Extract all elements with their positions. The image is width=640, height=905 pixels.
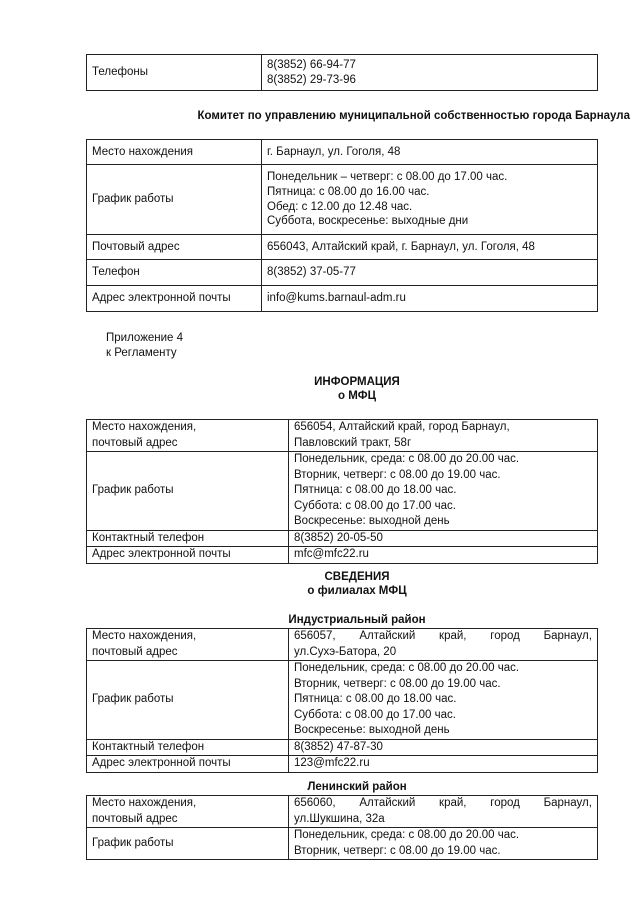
mfc-schedule-value — [289, 452, 598, 531]
committee-heading: Комитет по управлению муниципальной собственностью города Барнаула — [197, 110, 630, 122]
schedule-line: Пятница: с 08.00 до 16.00 час. — [267, 185, 430, 198]
postal-address-label: Почтовый адрес — [87, 235, 262, 260]
phone-line: 8(3852) 66-94-77 — [267, 58, 356, 71]
mfc-address-value — [289, 420, 598, 452]
mfc-title: ИНФОРМАЦИЯ — [314, 376, 400, 388]
address-word: Барнаул, — [543, 797, 592, 809]
schedule-line: Суббота: с 08.00 до 17.00 час. — [294, 708, 456, 721]
schedule-line: Вторник, четверг: с 08.00 до 19.00 час. — [294, 677, 501, 690]
phone-line: 8(3852) 29-73-96 — [267, 73, 356, 86]
schedule-line: Вторник, четверг: с 08.00 до 19.00 час. — [294, 468, 501, 481]
industrial-phone-value: 8(3852) 47-87-30 — [289, 739, 598, 756]
mfc-schedule-label: График работы — [87, 452, 289, 531]
label-line: почтовый адрес — [92, 436, 178, 449]
address-word: Алтайский — [359, 630, 416, 642]
leninsky-heading: Ленинский район — [307, 781, 407, 793]
industrial-schedule-label: График работы — [87, 661, 289, 740]
schedule-line: Вторник, четверг: с 08.00 до 19.00 час. — [294, 844, 501, 857]
schedule-line: Понедельник, среда: с 08.00 до 20.00 час. — [294, 829, 520, 841]
schedule-label: График работы — [87, 165, 262, 235]
email-value: info@kums.barnaul-adm.ru — [262, 286, 598, 312]
address-line: ул.Сухэ-Батора, 20 — [294, 645, 397, 658]
address-line — [294, 796, 592, 812]
label-line: почтовый адрес — [92, 812, 178, 825]
label-line: Место нахождения, — [92, 421, 197, 433]
phones-table — [86, 54, 598, 91]
address-line: Павловский тракт, 58г — [294, 436, 412, 449]
committee-table — [86, 139, 598, 312]
schedule-line: Понедельник, среда: с 08.00 до 20.00 час. — [294, 662, 520, 674]
schedule-line: Понедельник, среда: с 08.00 до 20.00 час. — [294, 453, 520, 465]
schedule-line: Воскресенье: выходной день — [294, 724, 450, 736]
phone-value: 8(3852) 37-05-77 — [262, 260, 598, 286]
industrial-email-label: Адрес электронной почты — [87, 756, 289, 773]
address-line — [294, 629, 592, 645]
industrial-schedule-value — [289, 661, 598, 740]
address-word: 656060, — [294, 797, 336, 809]
location-value: г. Барнаул, ул. Гоголя, 48 — [262, 140, 598, 165]
label-line: почтовый адрес — [92, 645, 178, 658]
label-line: Место нахождения, — [92, 797, 197, 809]
mfc-phone-label: Контактный телефон — [87, 530, 289, 547]
leninsky-table — [86, 795, 598, 860]
phone-label: Телефон — [87, 260, 262, 286]
phones-label: Телефоны — [87, 55, 262, 91]
appendix-reference: к Регламенту — [106, 346, 177, 359]
schedule-line: Обед: с 12.00 до 12.48 час. — [267, 200, 413, 213]
schedule-value — [262, 165, 598, 235]
schedule-line: Суббота, воскресенье: выходные дни — [267, 215, 469, 228]
address-word: город — [490, 797, 520, 809]
address-word: 656057, — [294, 630, 336, 642]
mfc-phone-value: 8(3852) 20-05-50 — [289, 530, 598, 547]
industrial-table — [86, 628, 598, 773]
mfc-table — [86, 419, 598, 564]
mfc-email-value: mfc@mfc22.ru — [289, 547, 598, 564]
industrial-phone-label: Контактный телефон — [87, 739, 289, 756]
schedule-line: Пятница: с 08.00 до 18.00 час. — [294, 693, 457, 705]
address-word: Алтайский — [359, 797, 416, 809]
address-line: 656054, Алтайский край, город Барнаул, — [294, 421, 510, 433]
address-line: ул.Шукшина, 32а — [294, 812, 385, 825]
appendix-note — [106, 331, 183, 360]
industrial-email-value: 123@mfc22.ru — [289, 756, 598, 773]
branches-title: СВЕДЕНИЯ — [324, 571, 390, 583]
schedule-line: Понедельник – четверг: с 08.00 до 17.00 час. — [267, 171, 508, 184]
schedule-line: Суббота: с 08.00 до 17.00 час. — [294, 499, 456, 512]
address-word: город — [490, 630, 520, 642]
industrial-address-value — [289, 629, 598, 661]
leninsky-address-value — [289, 796, 598, 828]
phones-value — [262, 55, 598, 91]
address-word: край, — [439, 630, 467, 642]
mfc-subtitle: о МФЦ — [337, 390, 376, 402]
leninsky-address-label — [87, 796, 289, 828]
location-label: Место нахождения — [87, 140, 262, 165]
address-word: Барнаул, — [543, 630, 592, 642]
leninsky-schedule-label: График работы — [87, 828, 289, 860]
address-word: край, — [439, 797, 467, 809]
mfc-email-label: Адрес электронной почты — [87, 547, 289, 564]
industrial-heading: Индустриальный район — [288, 614, 426, 626]
industrial-address-label — [87, 629, 289, 661]
mfc-address-label — [87, 420, 289, 452]
appendix-number: Приложение 4 — [106, 332, 184, 344]
schedule-line: Пятница: с 08.00 до 18.00 час. — [294, 484, 457, 496]
postal-address-value: 656043, Алтайский край, г. Барнаул, ул. Гоголя, 48 — [262, 235, 598, 260]
leninsky-schedule-value — [289, 828, 598, 860]
email-label: Адрес электронной почты — [87, 286, 262, 312]
schedule-line: Воскресенье: выходной день — [294, 515, 450, 527]
label-line: Место нахождения, — [92, 630, 197, 642]
branches-subtitle: о филиалах МФЦ — [307, 585, 407, 597]
